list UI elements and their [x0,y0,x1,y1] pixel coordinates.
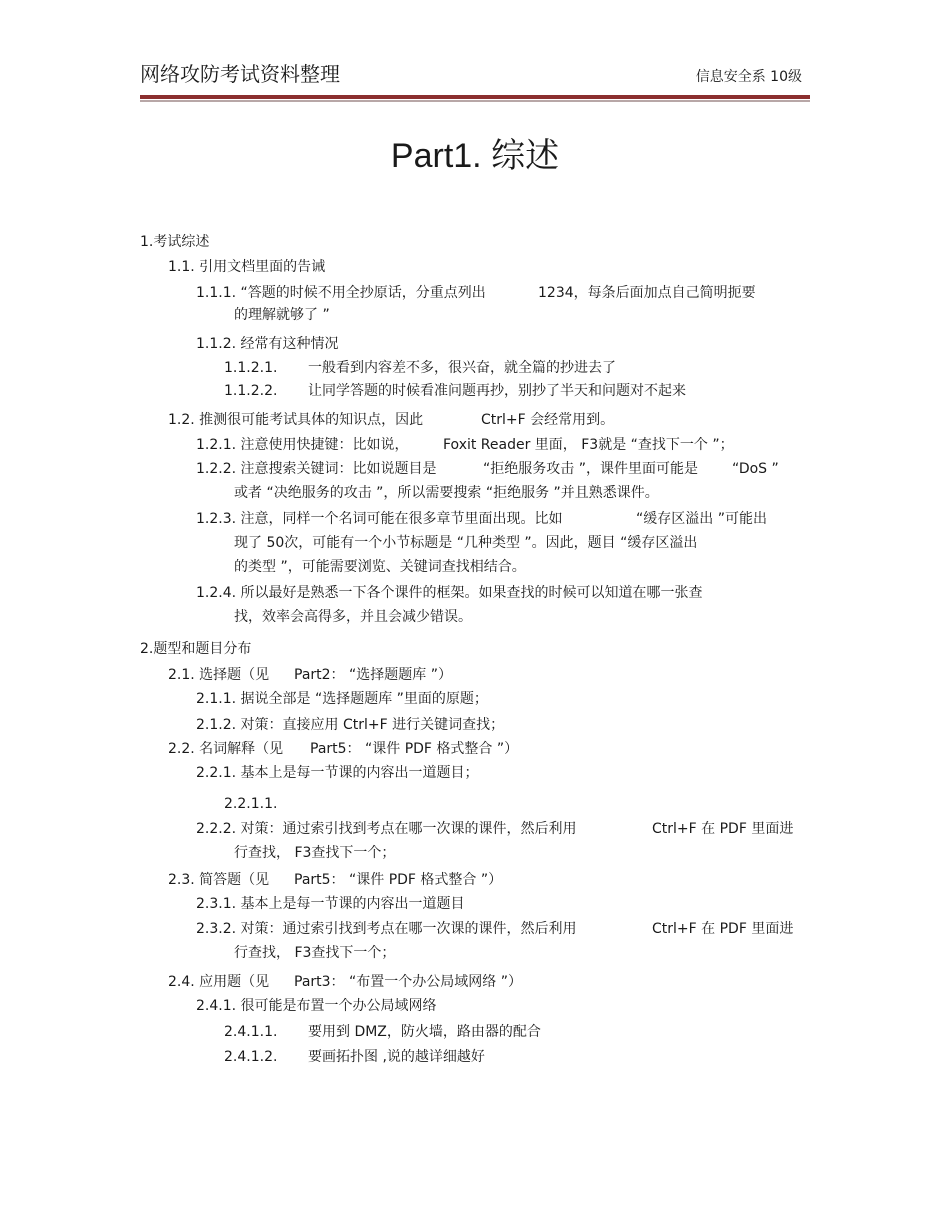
outline-line-segment: 2.3.2. 对策：通过索引找到考点在哪一次课的课件，然后利用 [196,921,577,937]
outline-line-segment: Part2： “选择题题库 ”） [294,667,452,683]
outline-line-segment: 1.2.1. 注意使用快捷键：比如说， [196,437,409,453]
outline-line-segment: 1234，每条后面加点自己简明扼要 [538,285,756,301]
outline-line-segment: “缓存区溢出 ”可能出 [636,511,767,527]
header-rule [140,95,810,99]
outline-line-segment: Ctrl+F 在 PDF 里面进 [652,921,794,937]
header-department: 信息安全系 10级 [695,69,802,85]
outline-line: 2.3.1. 基本上是每一节课的内容出一道题目 [196,896,465,912]
outline-line-segment: 1.2. 推测很可能考试具体的知识点，因此 [168,412,424,428]
outline-line-segment: 2.3. 简答题（见 [168,872,270,888]
outline-line: 1.1. 引用文档里面的告诫 [168,259,326,275]
outline-line-segment: 2.2. 名词解释（见 [168,741,284,757]
outline-line-segment: 2.1. 选择题（见 [168,667,270,683]
outline-line-segment: 1.2.2. 注意搜索关键词：比如说题目是 [196,461,437,477]
outline-line-segment: Part5： “课件 PDF 格式整合 ”） [310,741,519,757]
outline-line-segment: “拒绝服务攻击 ”，课件里面可能是 [483,461,698,477]
outline-line: 2.4.1. 很可能是布置一个办公局域网络 [196,998,437,1014]
outline-line: 现了 50次，可能有一个小节标题是 “几种类型 ”。因此，题目 “缓存区溢出 [234,535,698,551]
outline-line-segment: 2.4.1.1. [224,1024,278,1040]
outline-line-segment: 一般看到内容差不多，很兴奋，就全篇的抄进去了 [308,360,616,376]
outline-line: 的理解就够了 ” [234,307,330,323]
outline-line-segment: “DoS ” [732,461,779,477]
header-rule-shadow [140,100,810,102]
outline-line-segment: 2.4. 应用题（见 [168,974,270,990]
outline-line-segment: 1.1.2.1. [224,360,278,376]
outline-line: 行查找， F3查找下一个； [234,945,396,961]
outline-line-segment: 让同学答题的时候看准问题再抄，别抄了半天和问题对不起来 [308,383,686,399]
outline-line-segment: 要画拓扑图 ,说的越详细越好 [308,1049,485,1065]
outline-line-segment: 1.1.2.2. [224,383,278,399]
outline-line-segment: 要用到 DMZ，防火墙，路由器的配合 [308,1024,541,1040]
outline-line: 2.1.1. 据说全部是 “选择题题库 ”里面的原题； [196,691,488,707]
outline-line: 2.题型和题目分布 [140,641,252,657]
outline-line: 2.2.1.1. [224,796,278,812]
header-title: 网络攻防考试资料整理 [140,62,340,86]
outline-line-segment: Part5： “课件 PDF 格式整合 ”） [294,872,503,888]
outline-line: 1.考试综述 [140,234,210,250]
outline-line-segment: Ctrl+F 在 PDF 里面进 [652,821,794,837]
outline-line-segment: 1.1.1. “答题的时候不用全抄原话，分重点列出 [196,285,486,301]
outline-line: 或者 “决绝服务的攻击 ”，所以需要搜索 “拒绝服务 ”并且熟悉课件。 [234,485,659,501]
outline-line-segment: 1.2.3. 注意，同样一个名词可能在很多章节里面出现。比如 [196,511,563,527]
outline-line-segment: Ctrl+F 会经常用到。 [481,412,615,428]
outline-line: 行查找， F3查找下一个； [234,845,396,861]
part-title: Part1. 综述 [390,137,560,175]
outline-line: 的类型 ”，可能需要浏览、关键词查找相结合。 [234,559,526,575]
outline-line: 1.2.4. 所以最好是熟悉一下各个课件的框架。如果查找的时候可以知道在哪一张查 [196,585,703,601]
outline-line: 2.2.1. 基本上是每一节课的内容出一道题目； [196,765,479,781]
outline-line: 1.1.2. 经常有这种情况 [196,336,339,352]
outline-line-segment: Foxit Reader 里面， F3就是 “查找下一个 ”； [443,437,734,453]
outline-line-segment: 2.2.2. 对策：通过索引找到考点在哪一次课的课件，然后利用 [196,821,577,837]
outline-line-segment: Part3： “布置一个办公局域网络 ”） [294,974,522,990]
outline-line-segment: 2.4.1.2. [224,1049,278,1065]
outline-line: 2.1.2. 对策：直接应用 Ctrl+F 进行关键词查找； [196,717,505,733]
outline-line: 找，效率会高得多，并且会减少错误。 [234,609,472,625]
